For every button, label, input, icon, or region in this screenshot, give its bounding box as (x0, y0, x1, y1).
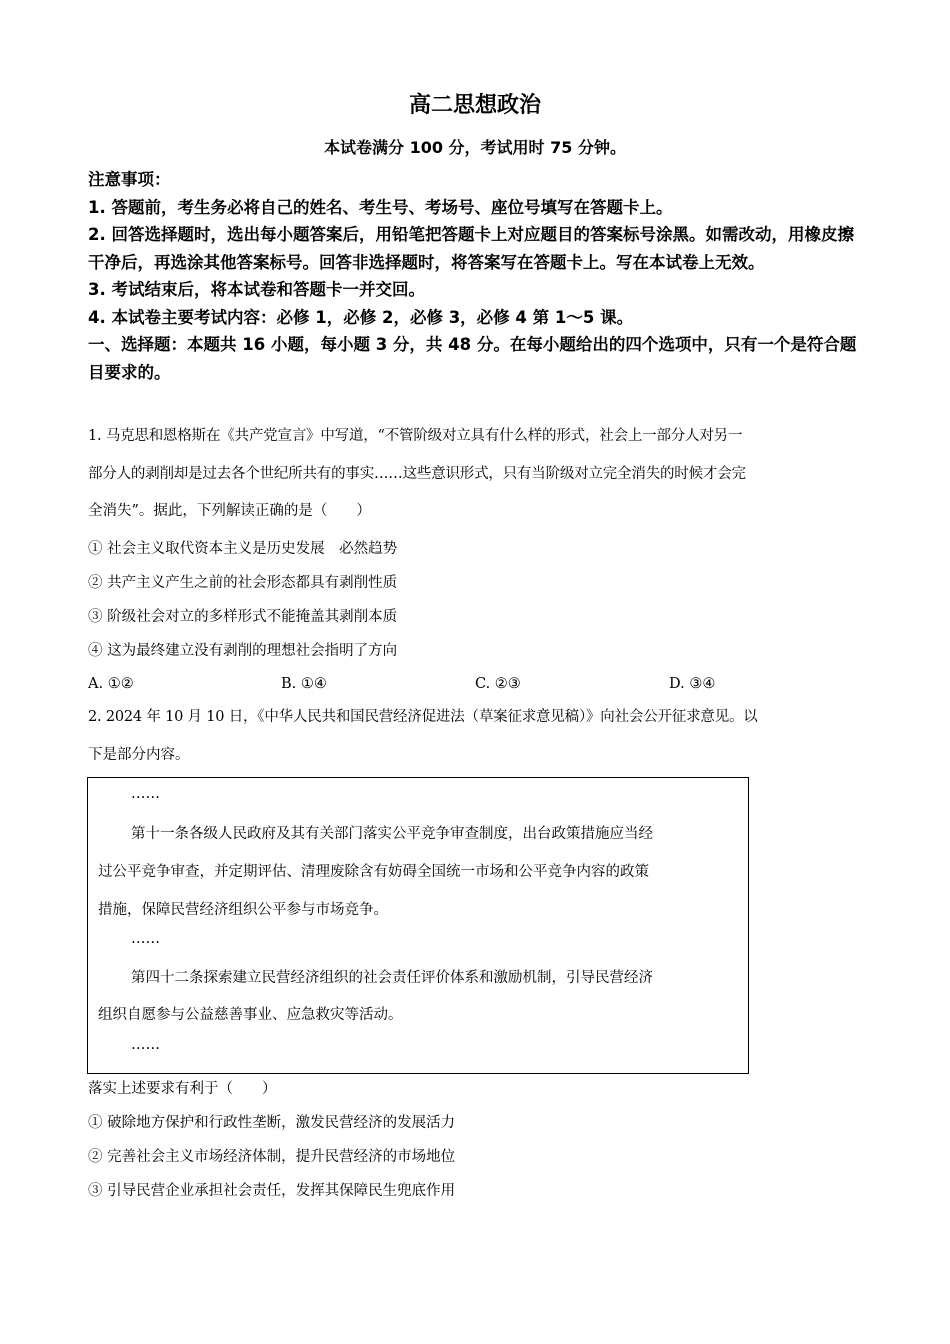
question-2-line-1: 2. 2024 年 10 月 10 日，《中华人民共和国民营经济促进法（草案征求意见稿）》向社会公开征求意见。以 (88, 709, 758, 725)
page-title: 高二思想政治 (408, 93, 541, 118)
question-1-line-1: 1. 马克思和恩格斯在《共产党宣言》中写道，“不管阶级对立具有什么样的形式，社会上一部分人对另一 (88, 428, 743, 444)
q1-option-1: ① 社会主义取代资本主义是历史发展 必然趋势 (88, 541, 398, 557)
excerpt-ellipsis: …… (131, 1037, 160, 1053)
q1-option-3: ③ 阶级社会对立的多样形式不能掩盖其剥削本质 (88, 609, 398, 625)
q2-option-2: ② 完善社会主义市场经济体制，提升民营经济的市场地位 (88, 1149, 456, 1165)
q1-choice-c: C. ②③ (475, 676, 521, 692)
section-heading: 一、选择题：本题共 16 小题，每小题 3 分，共 48 分。在每小题给出的四个选项中，只有一个是符合题目要求的。 (88, 335, 857, 382)
q2-prompt: 落实上述要求有利于（ ） (88, 1081, 277, 1097)
note-item-3: 3. 考试结束后，将本试卷和答题卡一并交回。 (88, 280, 425, 299)
article-11-line-1: 第十一条各级人民政府及其有关部门落实公平竞争审查制度，出台政策措施应当经 (131, 826, 653, 842)
article-42-line-1: 第四十二条探索建立民营经济组织的社会责任评价体系和激励机制，引导民营经济 (131, 970, 653, 986)
question-1-line-2: 部分人的剥削却是过去各个世纪所共有的事实……这些意识形式，只有当阶级对立完全消失的时候才会完 (88, 465, 746, 482)
q1-choice-d: D. ③④ (669, 676, 716, 692)
question-1-stem (88, 418, 863, 531)
excerpt-ellipsis: …… (131, 786, 160, 802)
question-2-stem (88, 699, 863, 774)
q1-option-2: ② 共产主义产生之前的社会形态都具有剥削性质 (88, 575, 398, 591)
q1-choice-b: B. ①④ (281, 676, 327, 692)
question-1-line-3: 全消失”。据此，下列解读正确的是（ ） (88, 503, 371, 519)
question-1-choices (88, 667, 863, 701)
question-2-options (88, 1072, 863, 1208)
law-excerpt-box (87, 777, 749, 1074)
question-2-line-2: 下是部分内容。 (88, 746, 190, 763)
article-11-line-3: 措施，保障民营经济组织公平参与市场竞争。 (98, 902, 388, 918)
article-42-line-2: 组织自愿参与公益慈善事业、应急救灾等活动。 (98, 1007, 403, 1023)
exam-info: 本试卷满分 100 分，考试用时 75 分钟。 (324, 138, 626, 157)
notes-heading: 注意事项： (88, 170, 171, 189)
q1-option-4: ④ 这为最终建立没有剥削的理想社会指明了方向 (88, 643, 398, 659)
article-11-line-2: 过公平竞争审查，并定期评估、清理废除含有妨碍全国统一市场和公平竞争内容的政策 (98, 864, 649, 880)
note-item-4: 4. 本试卷主要考试内容：必修 1，必修 2，必修 3，必修 4 第 1～5 课。 (88, 307, 634, 327)
q1-choice-a: A. ①② (88, 676, 134, 692)
q2-option-1: ① 破除地方保护和行政性垄断，激发民营经济的发展活力 (88, 1115, 456, 1131)
note-item-1: 1. 答题前，考生务必将自己的姓名、考生号、考场号、座位号填写在答题卡上。 (88, 197, 673, 217)
q2-option-3: ③ 引导民营企业承担社会责任，发挥其保障民生兜底作用 (88, 1183, 456, 1199)
question-1-options (88, 532, 863, 668)
note-item-2: 2. 回答选择题时，选出每小题答案后，用铅笔把答题卡上对应题目的答案标号涂黑。如需改动，用橡皮擦干净后，再选涂其他答案标号。回答非选择题时，将答案写在答题卡上。写在本试卷上无效。 (88, 225, 854, 272)
excerpt-ellipsis: …… (131, 931, 160, 947)
notes-section (88, 166, 863, 386)
